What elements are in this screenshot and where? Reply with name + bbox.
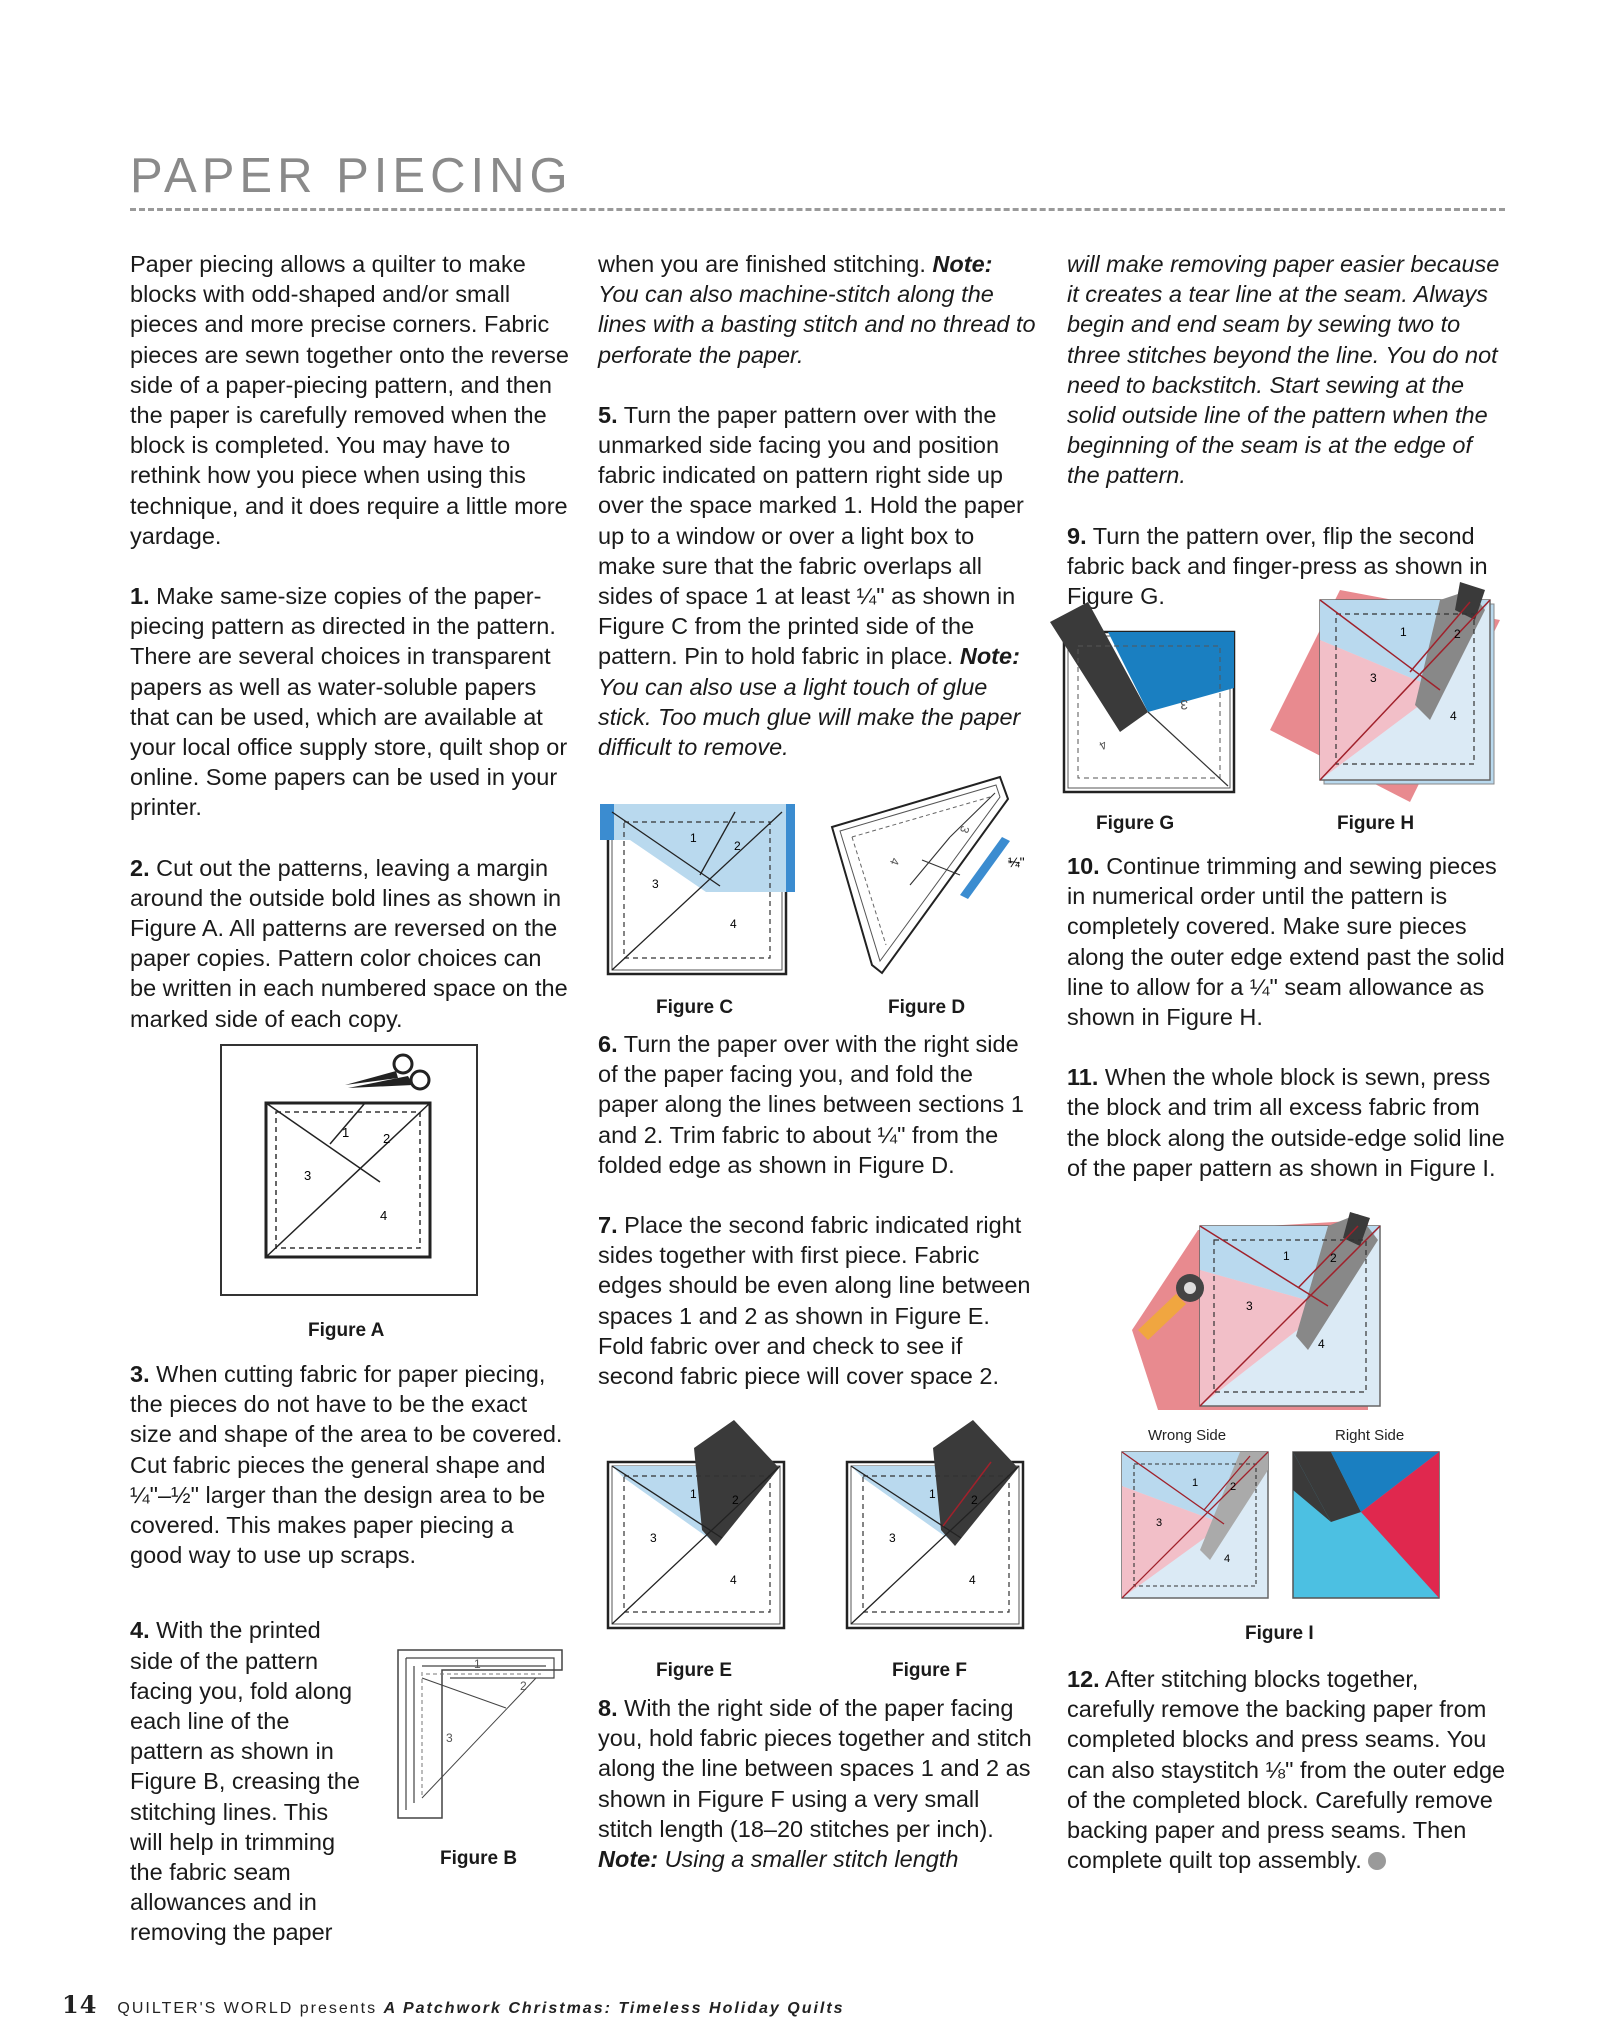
figure-d-quarter-inch-label: ¼" xyxy=(1008,854,1025,870)
figure-b-label-1: 1 xyxy=(474,1657,481,1671)
page-footer xyxy=(62,1990,845,2019)
figure-i-right-side xyxy=(1291,1450,1441,1600)
figure-c-label-2: 2 xyxy=(734,839,741,853)
wrong-side-label: Wrong Side xyxy=(1148,1427,1227,1444)
figure-h-label-2: 2 xyxy=(1454,627,1461,641)
column-1 xyxy=(130,249,570,1064)
figure-e-label-2: 2 xyxy=(732,1493,739,1507)
figure-a-label-4: 4 xyxy=(380,1208,388,1223)
figure-i-caption: Figure I xyxy=(1245,1623,1314,1644)
figure-f-label-4: 4 xyxy=(969,1573,976,1587)
step-11: 11. When the whole block is sewn, press the block and trim all excess fabric from the block along the outside-edge solid line of the paper pattern as shown in Figure I. xyxy=(1067,1064,1505,1181)
footer-publisher: QUILTER'S WORLD xyxy=(117,2000,294,2017)
figure-a-label-1: 1 xyxy=(342,1125,350,1140)
figure-a-caption: Figure A xyxy=(308,1320,385,1341)
page-title: PAPER PIECING xyxy=(130,149,573,203)
figure-d-label-4: 4 xyxy=(886,855,903,868)
figure-g-label-4: 4 xyxy=(1096,737,1110,753)
column-2-middle xyxy=(598,1029,1038,1421)
figure-i-top-label-1: 1 xyxy=(1283,1249,1290,1263)
figure-d-label-3: 3 xyxy=(956,823,973,836)
figure-h-caption: Figure H xyxy=(1337,813,1415,834)
figure-e-label-4: 4 xyxy=(730,1573,737,1587)
figure-c-label-3: 3 xyxy=(652,877,659,891)
figure-h-diagram xyxy=(1260,580,1510,810)
figure-a-label-3: 3 xyxy=(304,1168,312,1183)
step-8-continued: will make removing paper easier because it creates a tear line at the seam. Always begin and end seam by sewing two to three stitches beyond the line. You do not need to backstitch. Start sewing at the solid outside line of the pattern when the beginning of the seam is at the edge of the pattern. xyxy=(1067,251,1500,489)
step-4-continued: when you are finished stitching. Note: You can also machine-stitch along the lines with a basting stitch and no thread to perforate the paper. xyxy=(598,251,1036,368)
figure-f-diagram xyxy=(843,1418,1033,1633)
step-6: 6. Turn the paper over with the right side of the paper facing you, and fold the paper along the lines between sections 1 and 2. Trim fabric to about ¼" from the folded edge as shown in Figure D. xyxy=(598,1031,1024,1178)
footer-book-title: A Patchwork Christmas: Timeless Holiday Quilts xyxy=(383,2000,845,2017)
step-7: 7. Place the second fabric indicated right sides together with first piece. Fabric edges should be even along line between spaces 1 and 2 as shown in Figure E. Fold fabric over and check to see if second fabric piece will cover space 2. xyxy=(598,1212,1031,1390)
end-of-article-icon xyxy=(1368,1852,1386,1870)
figure-e-label-1: 1 xyxy=(690,1487,697,1501)
figure-c-label-1: 1 xyxy=(690,831,697,845)
footer-presents: presents xyxy=(299,2000,378,2017)
figure-e-diagram xyxy=(604,1418,794,1633)
figure-f-label-2: 2 xyxy=(971,1493,978,1507)
figure-b-caption: Figure B xyxy=(440,1848,518,1869)
figure-i-ws-label-3: 3 xyxy=(1156,1517,1163,1529)
figure-h-label-1: 1 xyxy=(1400,625,1407,639)
figure-h-label-3: 3 xyxy=(1370,671,1377,685)
step-2: 2. Cut out the patterns, leaving a margin around the outside bold lines as shown in Figure A. All patterns are reversed on the paper copies. Pattern color choices can be written in each numbered space on the marked side of each copy. xyxy=(130,854,568,1032)
figure-c-caption: Figure C xyxy=(656,997,734,1018)
figure-f-caption: Figure F xyxy=(892,1660,967,1681)
figure-f-label-3: 3 xyxy=(889,1531,896,1545)
column-2 xyxy=(598,249,1038,792)
column-3-lower xyxy=(1067,1664,1507,1905)
figure-a-label-2: 2 xyxy=(383,1131,391,1146)
figure-i-top-label-2: 2 xyxy=(1330,1251,1337,1265)
figure-i-ws-label-1: 1 xyxy=(1192,1477,1199,1489)
title-divider xyxy=(130,208,1505,211)
figure-b-label-3: 3 xyxy=(446,1731,453,1745)
figure-i-top-label-3: 3 xyxy=(1246,1299,1253,1313)
step-4: 4. With the printed side of the pattern facing you, fold along each line of the pattern as shown in Figure B, creasing the stitching lines. This will help in trimming the fabric seam allowances and in removing the paper xyxy=(130,1617,360,1946)
figure-b-label-2: 2 xyxy=(520,1679,527,1693)
figure-i-trimming-diagram xyxy=(1128,1210,1408,1420)
figure-b-diagram xyxy=(396,1648,566,1828)
figure-a-diagram xyxy=(220,1040,480,1300)
column-3-middle xyxy=(1067,851,1507,1213)
figure-h-label-4: 4 xyxy=(1450,709,1457,723)
page-number: 14 xyxy=(62,1990,98,2019)
figure-d-caption: Figure D xyxy=(888,997,966,1018)
figure-c-label-4: 4 xyxy=(730,917,737,931)
figure-e-caption: Figure E xyxy=(656,1660,733,1681)
right-side-label: Right Side xyxy=(1335,1427,1405,1444)
step-1: 1. Make same-size copies of the paper-piecing pattern as directed in the pattern. There are several choices in transparent papers as well as water-soluble papers that can be used, which are available at your local office supply store, quilt shop or online. Some papers can be used in your printer. xyxy=(130,583,568,821)
figure-g-label-3: 3 xyxy=(1180,697,1188,713)
step-5: 5. Turn the paper pattern over with the unmarked side facing you and position fabric indicated on pattern right side up over the space marked 1. Hold the paper up to a window or over a light box to make sure that the fabric overlaps all sides of space 1 at least ¼" as shown in Figure C from the printed side of the pattern. Pin to hold fabric in place. Note: You can also use a light touch of glue stick. Too much glue will make the paper difficult to remove. xyxy=(598,401,1024,761)
step-12: 12. After stitching blocks together, carefully remove the backing paper from completed blocks and press seams. You can also staystitch ⅛" from the outer edge of the completed block. Carefully remove backing paper and press seams. Then complete quilt top assembly. xyxy=(1067,1666,1506,1874)
step-3: 3. When cutting fabric for paper piecing, the pieces do not have to be the exact size and shape of the area to be covered. Cut fabric pieces the general shape and ¼"–½" larger than the design area to be covered. This makes paper piecing a good way to use up scraps. xyxy=(130,1361,563,1569)
figure-g-diagram xyxy=(1048,600,1238,795)
step-9: 9. Turn the pattern over, flip the second fabric back and finger-press as shown in Figure G. xyxy=(1067,522,1488,610)
figure-e-label-3: 3 xyxy=(650,1531,657,1545)
figure-i-wrong-side xyxy=(1120,1450,1270,1600)
column-2-lower xyxy=(598,1693,1038,1904)
step-10: 10. Continue trimming and sewing pieces in numerical order until the pattern is completely covered. Make sure pieces along the outer edge extend past the solid line to allow for a ¼" seam allowance as shown in Figure H. xyxy=(1067,853,1505,1031)
figure-i-top-label-4: 4 xyxy=(1318,1337,1325,1351)
figure-d-diagram xyxy=(830,775,1040,975)
figure-f-label-1: 1 xyxy=(929,1487,936,1501)
step-8: 8. With the right side of the paper facing you, hold fabric pieces together and stitch along the line between spaces 1 and 2 as shown in Figure F using a very small stitch length (18–20 stitches per inch). Note: Using a smaller stitch length xyxy=(598,1695,1032,1873)
figure-i-ws-label-4: 4 xyxy=(1224,1553,1231,1565)
figure-i-ws-label-2: 2 xyxy=(1230,1481,1237,1493)
intro-paragraph: Paper piecing allows a quilter to make blocks with odd-shaped and/or small pieces and more precise corners. Fabric pieces are sewn together onto the reverse side of a paper-piecing pattern, and then the paper is carefully removed when the block is completed. You may have to rethink how you piece when using this technique, and it does require a little more yardage. xyxy=(130,251,569,549)
figure-g-caption: Figure G xyxy=(1096,813,1175,834)
figure-c-diagram xyxy=(600,800,795,980)
